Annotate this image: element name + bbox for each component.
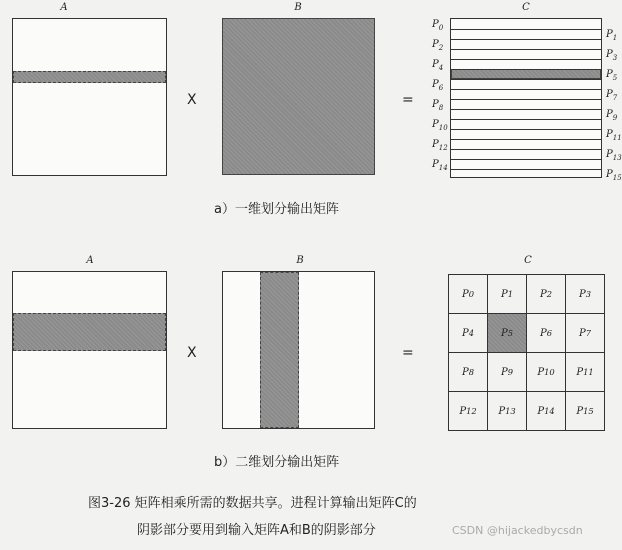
matrix-c-strip-row [451, 159, 601, 169]
multiply-operator-top: X [187, 92, 197, 108]
grid-cell: P 9 [487, 352, 527, 392]
grid-cell: P 15 [565, 391, 605, 431]
caption-b: b）二维划分输出矩阵 [214, 455, 340, 470]
matrix-c-strip-row [451, 99, 601, 109]
matrix-c-strip-row [451, 79, 601, 89]
grid-cell: P 13 [487, 391, 527, 431]
grid-cell: P 10 [526, 352, 566, 392]
matrix-c-strip-row [451, 169, 601, 179]
row-label: $P_3$ [606, 49, 618, 62]
matrix-b-label-bottom: B [296, 255, 304, 266]
matrix-c-strip-row [451, 129, 601, 139]
matrix-c-strip-row [451, 19, 601, 29]
grid-cell: P 6 [526, 313, 566, 353]
matrix-c-strip-row [451, 109, 601, 119]
row-label: $P_{13}$ [606, 149, 622, 162]
grid-cell: P 7 [565, 313, 605, 353]
matrix-c-label-top: C [522, 2, 530, 13]
grid-cell: P 11 [565, 352, 605, 392]
matrix-a-shaded-row [13, 71, 166, 83]
matrix-c-strip-row [451, 29, 601, 39]
matrix-b-shaded-band [260, 272, 299, 428]
grid-cell: P 12 [448, 391, 488, 431]
row-label: $P_{14}$ [432, 159, 448, 172]
row-label: $P_{10}$ [432, 119, 448, 132]
row-label: $P_8$ [432, 99, 444, 112]
row-label: $P_{12}$ [432, 139, 448, 152]
grid-cell: P 0 [448, 274, 488, 314]
matrix-a-shaded-band [13, 313, 166, 351]
matrix-c-strip-row [451, 139, 601, 149]
row-label: $P_{11}$ [606, 129, 622, 142]
figure-caption-line1: 图3-26 矩阵相乘所需的数据共享。进程计算输出矩阵C的 [88, 496, 417, 511]
row-label: $P_2$ [432, 39, 444, 52]
matrix-a-label-top: A [60, 2, 68, 13]
caption-a: a）一维划分输出矩阵 [214, 202, 339, 217]
row-label: $P_7$ [606, 89, 618, 102]
grid-cell: P 5 [487, 313, 527, 353]
grid-cell: P 1 [487, 274, 527, 314]
grid-cell: P 4 [448, 313, 488, 353]
row-label: $P_0$ [432, 19, 444, 32]
grid-cell: P 8 [448, 352, 488, 392]
watermark: CSDN @hijackedbycsdn [452, 524, 583, 537]
row-label: $P_4$ [432, 59, 444, 72]
matrix-a-top [12, 18, 167, 176]
matrix-c-bottom-grid [448, 274, 604, 430]
grid-cell: P 2 [526, 274, 566, 314]
matrix-b-label-top: B [294, 2, 302, 13]
row-label: $P_9$ [606, 109, 618, 122]
row-label: $P_{15}$ [606, 169, 622, 182]
matrix-c-strip-row [451, 149, 601, 159]
matrix-c-label-bottom: C [524, 255, 532, 266]
matrix-b-bottom [222, 271, 375, 429]
row-label: $P_5$ [606, 69, 618, 82]
matrix-b-top [222, 18, 375, 175]
grid-cell: P 14 [526, 391, 566, 431]
matrix-a-bottom [12, 271, 167, 429]
matrix-c-strip-row [451, 39, 601, 49]
multiply-operator-bottom: X [187, 345, 197, 361]
row-label: $P_6$ [432, 79, 444, 92]
matrix-c-top [450, 18, 602, 178]
matrix-c-strip-row [451, 59, 601, 69]
matrix-c-strip-row [451, 119, 601, 129]
matrix-a-label-bottom: A [86, 255, 94, 266]
figure-caption-line2: 阴影部分要用到输入矩阵A和B的阴影部分 [137, 523, 376, 538]
matrix-c-strip-row [451, 69, 601, 79]
equals-operator-bottom: = [402, 345, 414, 361]
grid-cell: P 3 [565, 274, 605, 314]
equals-operator-top: = [402, 92, 414, 108]
row-label: $P_1$ [606, 29, 618, 42]
matrix-c-strip-row [451, 89, 601, 99]
matrix-c-strip-row [451, 49, 601, 59]
